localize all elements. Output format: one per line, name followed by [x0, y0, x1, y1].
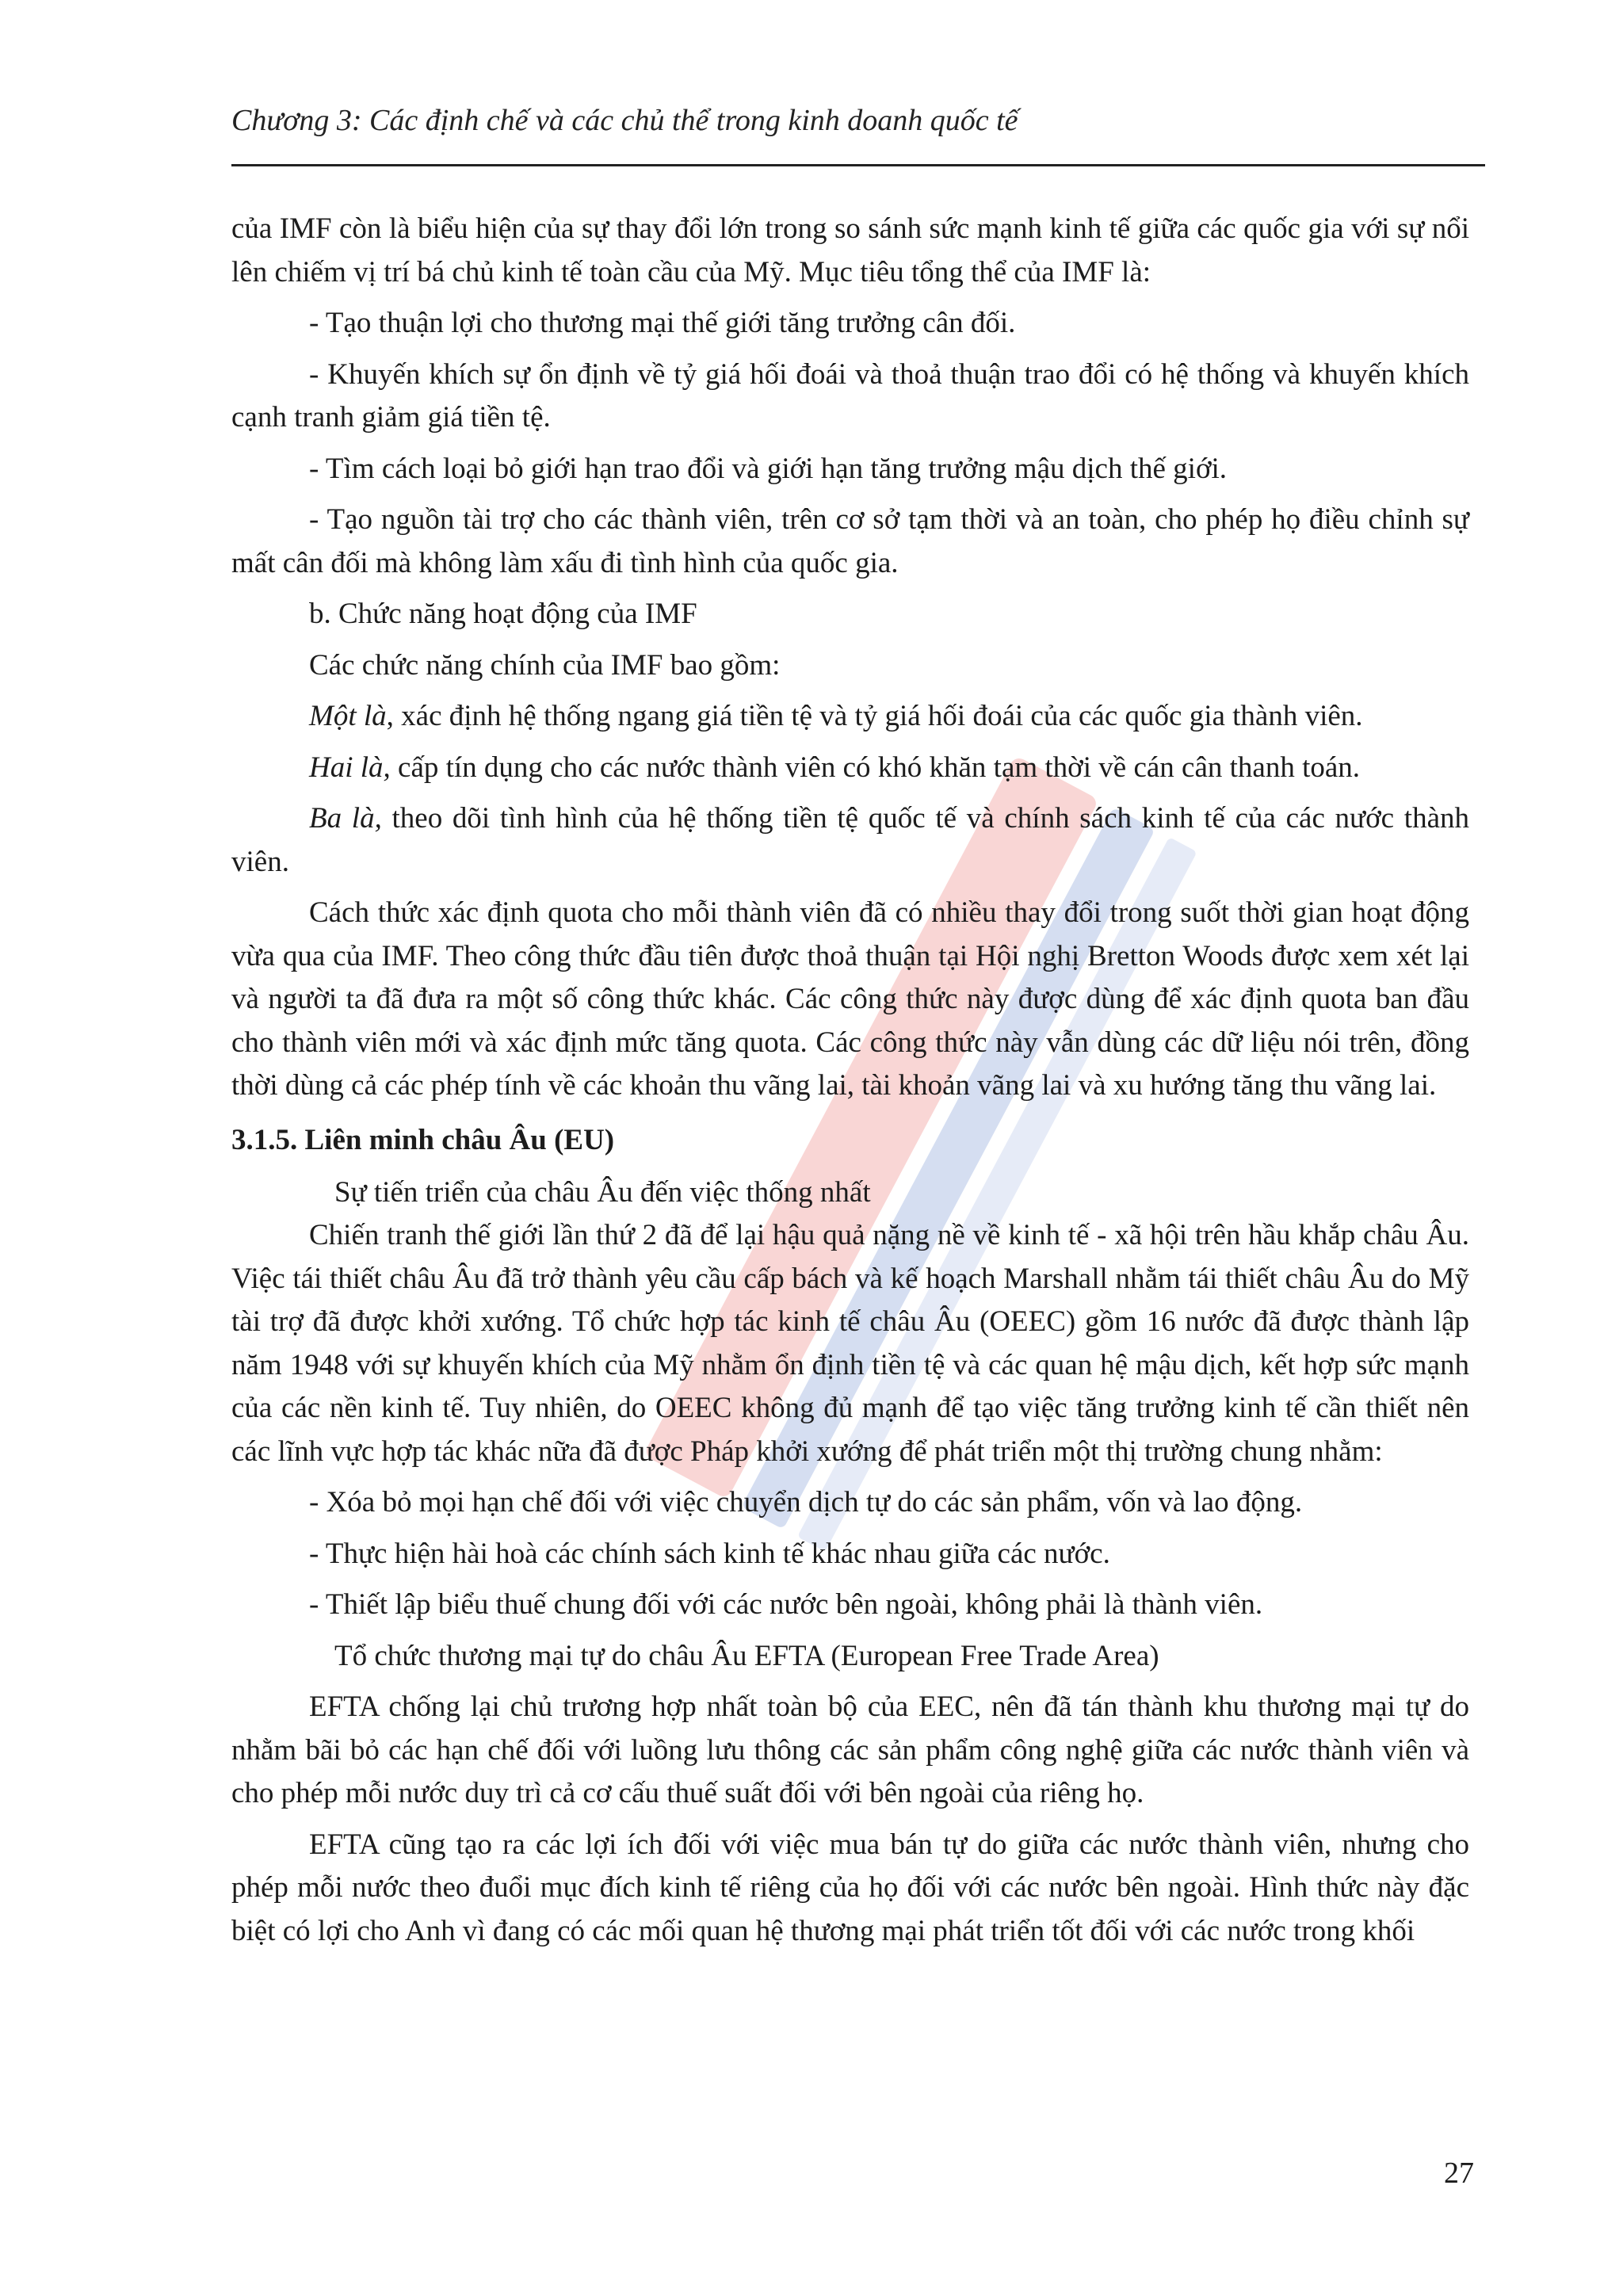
- bullet-item: - Tìm cách loại bỏ giới hạn trao đổi và giới hạn tăng trưởng mậu dịch thế giới.: [309, 452, 1228, 485]
- section-heading-eu: 3.1.5. Liên minh châu Âu (EU): [231, 1123, 615, 1156]
- subheading-imf-functions: b. Chức năng hoạt động của IMF: [309, 598, 697, 630]
- subheading-eu-unification: Sự tiến triển của châu Âu đến việc thống nhất: [334, 1175, 871, 1209]
- chapter-header: Chương 3: Các định chế và các chủ thể trong kinh doanh quốc tế: [231, 104, 1018, 137]
- function-item: [231, 747, 1469, 790]
- header-divider: [231, 164, 1485, 166]
- functions-intro: Các chức năng chính của IMF bao gồm:: [309, 648, 781, 682]
- function-item: [231, 695, 1469, 739]
- function-text: , xác định hệ thống ngang giá tiền tệ và tỷ giá hối đoái của các quốc gia thành viên.: [386, 700, 1363, 732]
- paragraph-efta-2: EFTA cũng tạo ra các lợi ích đối với việc mua bán tự do giữa các nước thành viên, nhưng cho phép mỗi nước theo đuổi mục đích kinh tế riêng của họ đối với các nước bên ngoài. Hình thức này đặc biệt có lợi cho Anh vì đang có các mối quan hệ thương mại phát triển tốt đối với các nước trong khối: [231, 1828, 1469, 1947]
- paragraph-efta-1: EFTA chống lại chủ trương hợp nhất toàn bộ của EEC, nên đã tán thành khu thương mại tự do nhằm bãi bỏ các hạn chế đối với luồng lưu thông các sản phẩm công nghệ giữa các nước thành viên và cho phép mỗi nước duy trì cả cơ cấu thuế suất đối với bên ngoài của riêng họ.: [231, 1690, 1469, 1809]
- function-item: [231, 797, 1469, 884]
- bullet-item: - Khuyến khích sự ổn định về tỷ giá hối đoái và thoả thuận trao đổi có hệ thống và khuyến khích cạnh tranh giảm giá tiền tệ.: [231, 357, 1469, 434]
- bullet-item: - Tạo thuận lợi cho thương mại thế giới tăng trưởng cân đối.: [309, 307, 1016, 339]
- function-lead: Ba là,: [309, 802, 382, 835]
- page-number: 27: [1444, 2157, 1474, 2190]
- paragraph-eu-history: Chiến tranh thế giới lần thứ 2 đã để lại hậu quả nặng nề về kinh tế - xã hội trên hầu khắp châu Âu. Việc tái thiết châu Âu đã trở thành yêu cầu cấp bách và kế hoạch Marshall nhằm tái thiết châu Âu do Mỹ tài trợ đã được khởi xướng. Tổ chức hợp tác kinh tế châu Âu (OEEC) gồm 16 nước đã được thành lập năm 1948 với sự khuyến khích của Mỹ nhằm ổn định tiền tệ và các quan hệ mậu dịch, kết hợp sức mạnh của các nền kinh tế. Tuy nhiên, do OEEC không đủ mạnh để tạo việc tăng trưởng kinh tế cần thiết nên các lĩnh vực hợp tác khác nữa đã được Pháp khởi xướng để phát triển một thị trường chung nhằm:: [231, 1219, 1469, 1468]
- paragraph-quota: Cách thức xác định quota cho mỗi thành viên đã có nhiều thay đổi trong suốt thời gian hoạt động vừa qua của IMF. Theo công thức đầu tiên được thoả thuận tại Hội nghị Bretton Woods được xem xét lại và người ta đã đưa ra một số công thức khác. Các công thức này được dùng để xác định quota ban đầu cho thành viên mới và xác định mức tăng quota. Các công thức này vẫn dùng các dữ liệu nói trên, đồng thời dùng cả các phép tính về các khoản thu vãng lai, tài khoản vãng lai và xu hướng tăng thu vãng lai.: [231, 896, 1469, 1102]
- function-lead: Hai là,: [309, 751, 391, 784]
- paragraph-imf-intro: của IMF còn là biểu hiện của sự thay đổi lớn trong so sánh sức mạnh kinh tế giữa các quốc gia với sự nổi lên chiếm vị trí bá chủ kinh tế toàn cầu của Mỹ. Mục tiêu tổng thể của IMF là:: [231, 212, 1469, 288]
- bullet-item: - Thực hiện hài hoà các chính sách kinh tế khác nhau giữa các nước.: [309, 1537, 1110, 1570]
- function-text: cấp tín dụng cho các nước thành viên có khó khăn tạm thời về cán cân thanh toán.: [390, 751, 1361, 784]
- page-body: [231, 208, 1469, 1961]
- function-lead: Một là: [309, 700, 387, 732]
- subheading-efta: Tổ chức thương mại tự do châu Âu EFTA (European Free Trade Area): [334, 1639, 1159, 1672]
- bullet-item: - Thiết lập biểu thuế chung đối với các nước bên ngoài, không phải là thành viên.: [309, 1588, 1263, 1621]
- function-text: theo dõi tình hình của hệ thống tiền tệ quốc tế và chính sách kinh tế của các nước thành viên.: [231, 802, 1469, 878]
- bullet-item: - Xóa bỏ mọi hạn chế đối với việc chuyển dịch tự do các sản phẩm, vốn và lao động.: [309, 1486, 1303, 1519]
- bullet-item: - Tạo nguồn tài trợ cho các thành viên, trên cơ sở tạm thời và an toàn, cho phép họ điều chỉnh sự mất cân đối mà không làm xấu đi tình hình của quốc gia.: [231, 503, 1469, 579]
